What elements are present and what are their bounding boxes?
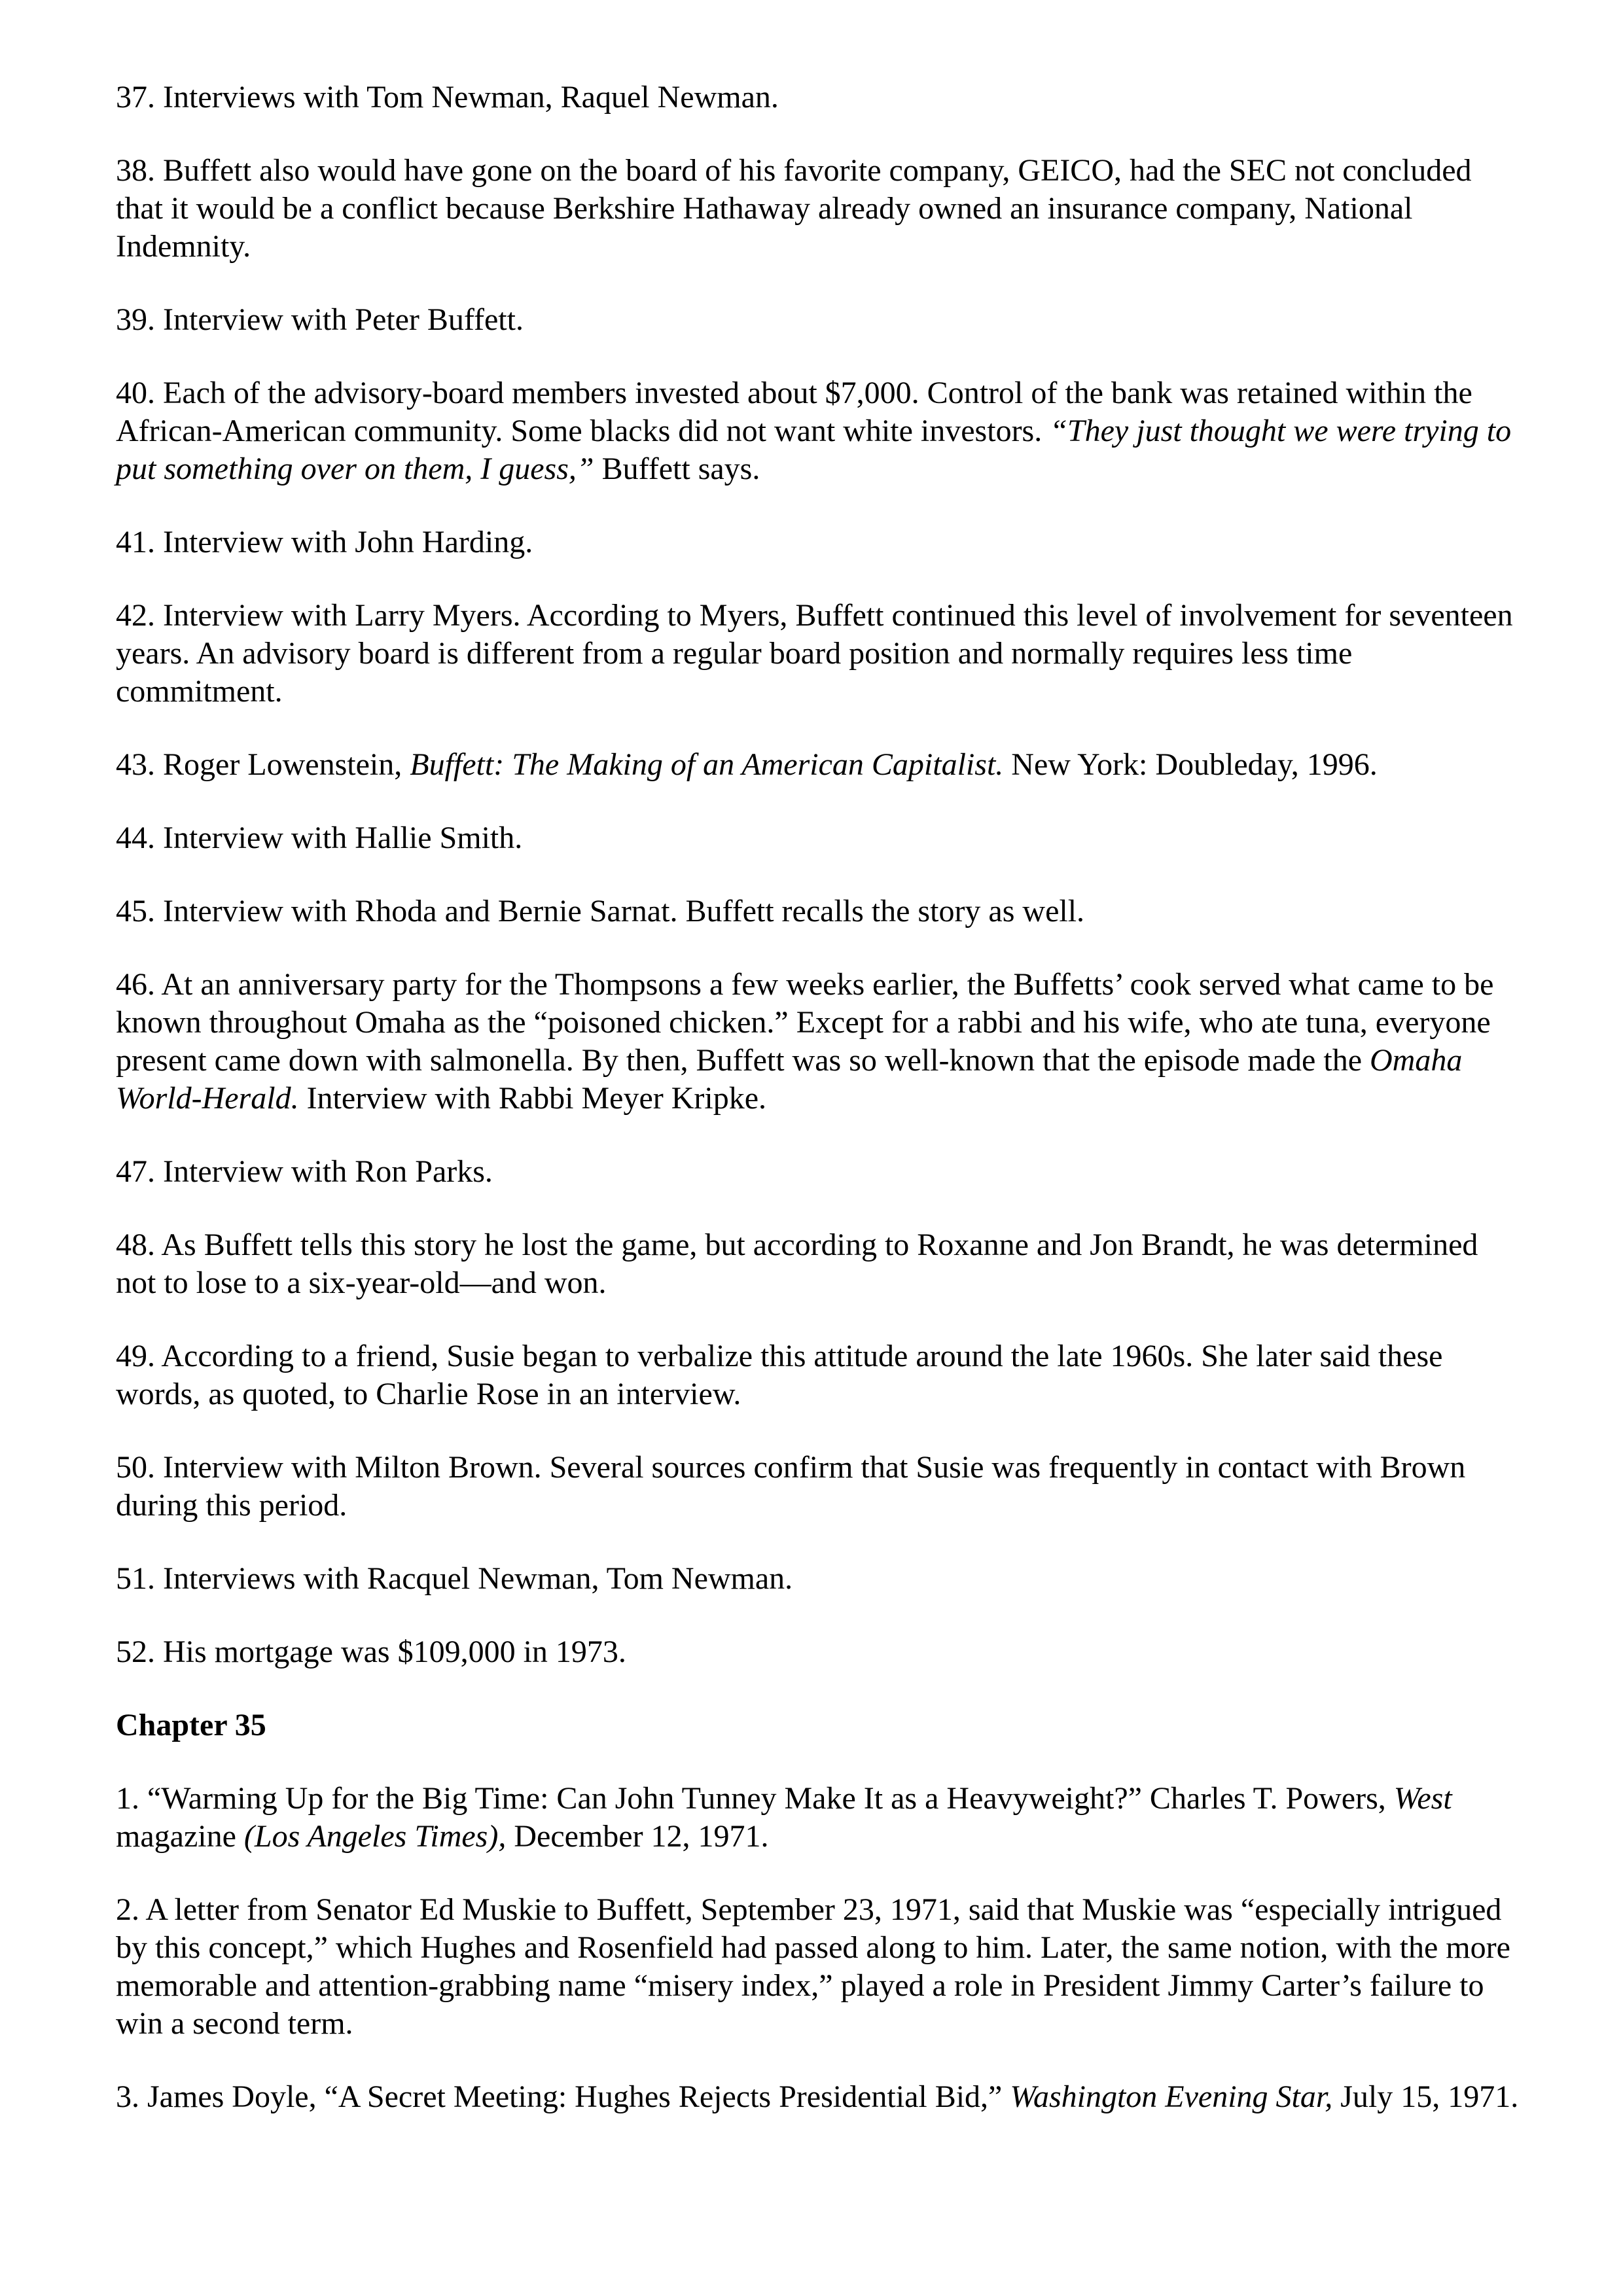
endnote: [116, 301, 1523, 339]
endnote-text: 52. His mortgage was $109,000 in 1973.: [116, 1634, 626, 1669]
endnote: [116, 1560, 1523, 1598]
chapter-34-notes: [116, 79, 1523, 1671]
endnote-text: Buffett says.: [594, 451, 760, 486]
endnote: [116, 79, 1523, 116]
endnote-italic-text: (Los Angeles Times),: [243, 1819, 507, 1854]
endnote: [116, 966, 1523, 1118]
endnote-text: 46. At an anniversary party for the Thompsons a few weeks earlier, the Buffetts’ cook served what came to be known throughout Omaha as the “poisoned chicken.” Except for a rabbi and his wife, who ate tuna, everyone present came down with salmonella. By then, Buffett was so well-known that the episode made the: [116, 967, 1494, 1078]
endnote: [116, 597, 1523, 711]
endnote-text: 1. “Warming Up for the Big Time: Can John Tunney Make It as a Heavyweight?” Charles T. Powers,: [116, 1781, 1394, 1816]
endnote-text: 50. Interview with Milton Brown. Several sources confirm that Susie was frequently in contact with Brown during this period.: [116, 1450, 1466, 1523]
endnote-italic-text: Buffett: The Making of an American Capitalist.: [410, 747, 1004, 782]
endnote: [116, 523, 1523, 561]
endnote-text: magazine: [116, 1819, 244, 1854]
endnote: [116, 819, 1523, 857]
endnote-text: New York: Doubleday, 1996.: [1003, 747, 1378, 782]
endnote-text: 2. A letter from Senator Ed Muskie to Buffett, September 23, 1971, said that Muskie was “especially intrigued by this concept,” which Hughes and Rosenfield had passed along to him. Later, the same notion, with the more memorable and attention-grabbing name “misery index,” played a role in President Jimmy Carter’s failure to win a second term.: [116, 1892, 1510, 2041]
endnote-italic-text: Washington Evening Star,: [1010, 2079, 1333, 2114]
endnote: [116, 746, 1523, 784]
endnote: [116, 1780, 1523, 1856]
endnote: [116, 892, 1523, 930]
endnote: [116, 374, 1523, 488]
endnote-italic-text: “They just thought we were trying to put something over on them, I guess,”: [116, 414, 1512, 486]
endnote-text: Interview with Rabbi Meyer Kripke.: [298, 1081, 767, 1116]
endnote: [116, 1153, 1523, 1191]
endnote-text: 38. Buffett also would have gone on the board of his favorite company, GEICO, had the SEC not concluded that it would be a conflict because Berkshire Hathaway already owned an insurance company, National Indemnity.: [116, 153, 1472, 264]
endnote: [116, 1891, 1523, 2043]
endnote-italic-text: West: [1393, 1781, 1452, 1816]
endnote-text: December 12, 1971.: [506, 1819, 769, 1854]
endnote-text: 44. Interview with Hallie Smith.: [116, 821, 523, 855]
endnote-text: 39. Interview with Peter Buffett.: [116, 302, 524, 337]
endnote-text: 3. James Doyle, “A Secret Meeting: Hughes Rejects Presidential Bid,”: [116, 2079, 1010, 2114]
endnote-text: 41. Interview with John Harding.: [116, 525, 533, 559]
endnote-text: 43. Roger Lowenstein,: [116, 747, 410, 782]
chapter-35-notes: [116, 1780, 1523, 2116]
endnote: [116, 152, 1523, 266]
endnote-text: 49. According to a friend, Susie began to verbalize this attitude around the late 1960s. She later said these words, as quoted, to Charlie Rose in an interview.: [116, 1339, 1443, 1411]
endnote: [116, 2078, 1523, 2116]
endnote-text: 37. Interviews with Tom Newman, Raquel Newman.: [116, 80, 779, 115]
endnote-text: July 15, 1971.: [1332, 2079, 1519, 2114]
chapter-heading: Chapter 35: [116, 1708, 266, 1742]
endnote-text: 45. Interview with Rhoda and Bernie Sarnat. Buffett recalls the story as well.: [116, 894, 1085, 928]
endnote-text: 42. Interview with Larry Myers. According to Myers, Buffett continued this level of involvement for seventeen years. An advisory board is different from a regular board position and normally requires less time commitment.: [116, 598, 1513, 709]
endnote-text: 40. Each of the advisory-board members invested about $7,000. Control of the bank was retained within the African-American community. Some blacks did not want white investors.: [116, 376, 1472, 448]
endnote: [116, 1633, 1523, 1671]
notes-page: [116, 79, 1523, 2151]
endnote-text: 51. Interviews with Racquel Newman, Tom Newman.: [116, 1561, 793, 1596]
endnote-text: 47. Interview with Ron Parks.: [116, 1154, 493, 1189]
endnote: [116, 1337, 1523, 1413]
endnote-text: 48. As Buffett tells this story he lost the game, but according to Roxanne and Jon Brandt, he was determined not to lose to a six-year-old—and won.: [116, 1227, 1478, 1300]
endnote: [116, 1449, 1523, 1525]
endnote: [116, 1226, 1523, 1302]
endnote-italic-text: Omaha World-Herald.: [116, 1043, 1463, 1116]
